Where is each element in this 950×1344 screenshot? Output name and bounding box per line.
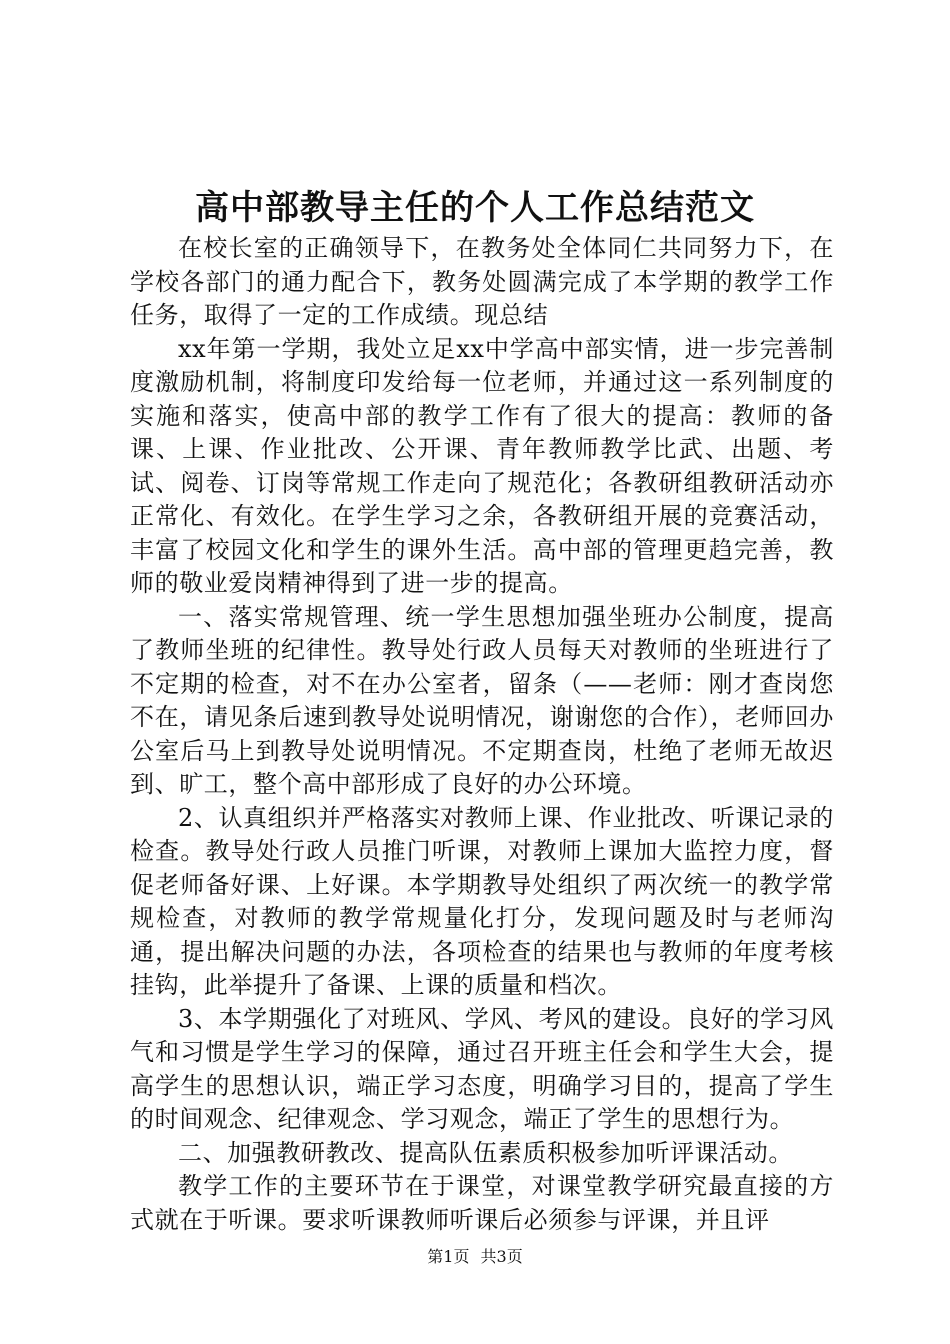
page-footer [0,1246,950,1268]
page-number: 第1页 [427,1247,470,1266]
paragraph-section-2-body: 教学工作的主要环节在于课堂，对课堂教学研究最直接的方式就在于听课。要求听课教师听课后必须参与评课，并且评 [130,1172,834,1234]
paragraph-section-2-heading: 二、加强教研教改、提高队伍素质积极参加听评课活动。 [178,1138,793,1167]
document-body [130,232,834,1237]
paragraph-item-3: 3、本学期强化了对班风、学风、考风的建设。良好的学习风气和习惯是学生学习的保障，通过召开班主任会和学生大会，提高学生的思想认识，端正学习态度，明确学习目的，提高了学生的时间观念、纪律观念、学习观念，端正了学生的思想行为。 [130,1004,834,1133]
total-pages: 共3页 [480,1247,523,1266]
paragraph-item-2: 2、认真组织并严格落实对教师上课、作业批改、听课记录的检查。教导处行政人员推门听课，对教师上课加大监控力度，督促老师备好课、上好课。本学期教导处组织了两次统一的教学常规检查，对教师的教学常规量化打分，发现问题及时与老师沟通，提出解决问题的办法，各项检查的结果也与教师的年度考核挂钩，此举提升了备课、上课的质量和档次。 [130,803,834,999]
paragraph-overview: xx年第一学期，我处立足xx中学高中部实情，进一步完善制度激励机制，将制度印发给每一位老师，并通过这一系列制度的实施和落实，使高中部的教学工作有了很大的提高：教师的备课、上课、作业批改、公开课、青年教师教学比武、出题、考试、阅卷、订岗等常规工作走向了规范化；各教研组教研活动亦正常化、有效化。在学生学习之余，各教研组开展的竞赛活动，丰富了校园文化和学生的课外生活。高中部的管理更趋完善，教师的敬业爱岗精神得到了进一步的提高。 [130,334,834,597]
page-title: 高中部教导主任的个人工作总结范文 [195,188,755,228]
paragraph-intro: 在校长室的正确领导下，在教务处全体同仁共同努力下，在学校各部门的通力配合下，教务处圆满完成了本学期的教学工作任务，取得了一定的工作成绩。现总结 [130,234,834,329]
paragraph-section-1: 一、落实常规管理、统一学生思想加强坐班办公制度，提高了教师坐班的纪律性。教导处行政人员每天对教师的坐班进行了不定期的检查，对不在办公室者，留条（——老师：刚才查岗您不在，请见条后速到教导处说明情况，谢谢您的合作），老师回办公室后马上到教导处说明情况。不定期查岗，杜绝了老师无故迟到、旷工，整个高中部形成了良好的办公环境。 [130,602,834,798]
